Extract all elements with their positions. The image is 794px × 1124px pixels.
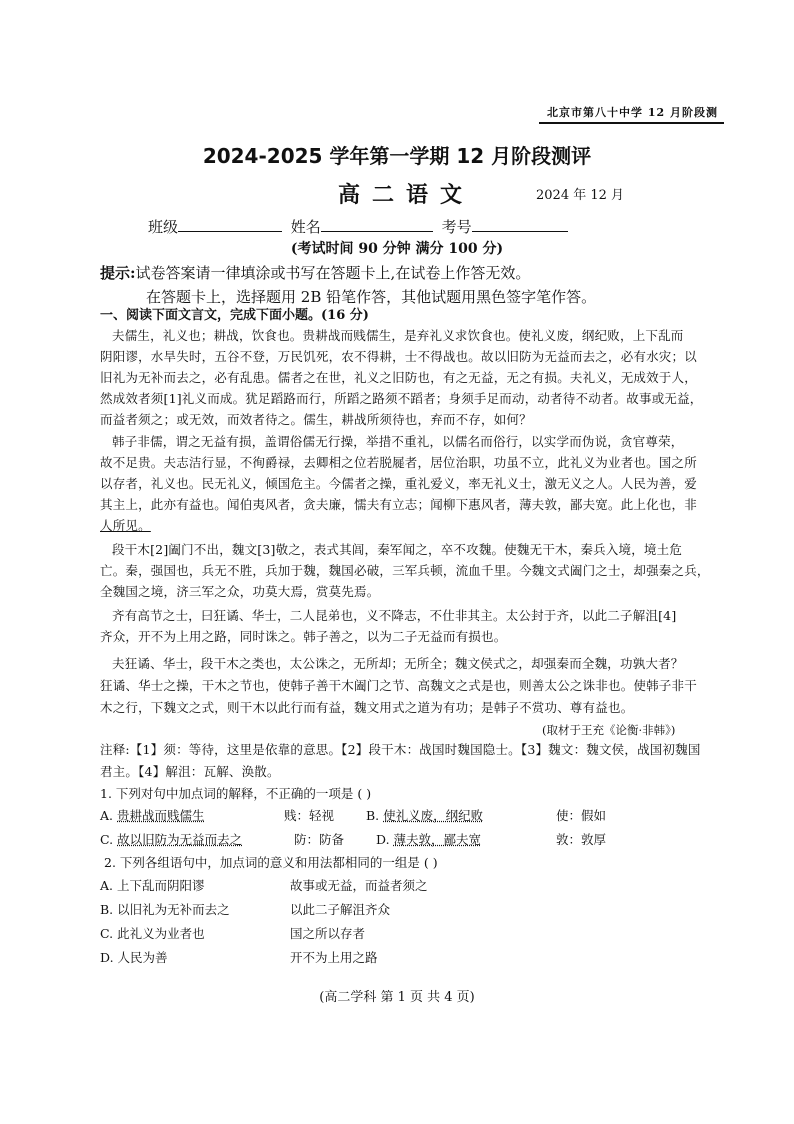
id-label: 考号 xyxy=(441,218,472,236)
option-text: 薄夫敦，鄙夫宽 xyxy=(393,832,482,847)
q2-option-c[interactable] xyxy=(100,924,205,942)
tips-text-1: 试卷答案请一律填涂或书写在答题卡上,在试卷上作答无效。 xyxy=(135,264,531,282)
option-key: C. xyxy=(100,926,114,941)
exam-date: 2024 年 12 月 xyxy=(536,188,625,203)
passage-line: 亡。秦，强国也，兵无不胜，兵加于魏，魏国必破，三军兵顿，流血千里。今魏文式阖门之士，却强秦之兵， xyxy=(100,563,710,578)
passage-line: 然成效者须[1]礼义而成。犹足蹈路而行，所蹈之路须不蹈者；身须手足而动，动者待不动者。故事或无益， xyxy=(100,391,703,406)
q2-option-b[interactable] xyxy=(100,900,230,918)
option-left: 以旧礼为无补而去之 xyxy=(117,902,230,917)
passage-line: 故不足贵。夫志洁行显，不徇爵禄，去卿相之位若脱屣者，居位治职，功虽不立，此礼义为业者也。国之所 xyxy=(100,455,697,470)
q1-gloss-b: 使：假如 xyxy=(556,808,607,823)
passage-line: 韩子非儒，谓之无益有损，盖谓俗儒无行操，举措不重礼，以儒名而俗行，以实学而伪说，贪官尊荣， xyxy=(112,434,684,449)
q1-option-c[interactable] xyxy=(100,830,242,848)
option-key: C. xyxy=(100,832,114,847)
q1-option-d[interactable] xyxy=(376,830,481,848)
exam-title: 2024-2025 学年第一学期 12 月阶段测评 xyxy=(202,144,592,168)
q1-option-a[interactable] xyxy=(100,806,205,824)
option-left: 此礼义为业者也 xyxy=(117,926,205,941)
option-left: 人民为善 xyxy=(117,950,168,965)
passage-line: 而益者须之；或无效，而效者待之。儒生，耕战所须待也，弃而不存，如何？ xyxy=(100,412,532,427)
section-1-heading: 一、阅读下面文言文，完成下面小题。(16 分) xyxy=(100,308,369,323)
q2-option-a-right: 故事或无益，而益者须之 xyxy=(290,878,428,893)
q1-gloss-c: 防：防备 xyxy=(294,832,345,847)
q2-option-d-right: 开不为上用之路 xyxy=(290,950,378,965)
exam-info: (考试时间 90 分钟 满分 100 分) xyxy=(290,241,504,257)
id-blank[interactable] xyxy=(472,217,568,232)
name-label: 姓名 xyxy=(290,218,321,236)
notes-line-2: 君主。【4】解沮：瓦解、涣散。 xyxy=(100,764,280,779)
q2-option-d[interactable] xyxy=(100,948,168,966)
question-1-stem: 1. 下列对句中加点词的解释，不正确的一项是 ( ) xyxy=(100,786,372,801)
page-footer: (高二学科 第 1 页 共 4 页) xyxy=(319,990,475,1005)
option-key: A. xyxy=(100,808,114,823)
tips-line-2: 在答题卡上，选择题用 2B 铅笔作答，其他试题用黑色签字笔作答。 xyxy=(146,288,597,306)
notes-line-1: 注释:【1】须：等待，这里是依靠的意思。【2】段干木：战国时魏国隐士。【3】魏文：魏文侯，战国初魏国 xyxy=(100,742,701,757)
option-key: D. xyxy=(100,950,114,965)
q1-gloss-d: 敦：敦厚 xyxy=(556,832,607,847)
passage-line: 全魏国之境，济三军之众，功莫大焉，赏莫先焉。 xyxy=(100,584,380,599)
class-blank[interactable] xyxy=(178,217,282,232)
name-blank[interactable] xyxy=(321,217,433,232)
passage-line: 夫狂谲、华士，段干木之类也，太公诛之，无所却；无所全；魏文侯式之，却强秦而全魏，功孰大者？ xyxy=(112,656,684,671)
school-stamp: 北京市第八十中学 12 月阶段测 xyxy=(539,104,724,124)
tips-line-1 xyxy=(100,262,530,283)
subject-title: 高二语文 xyxy=(338,182,475,208)
q2-option-c-right: 国之所以存者 xyxy=(290,926,366,941)
passage-line: 以存者，礼义也。民无礼义，倾国危主。今儒者之操，重礼爱义，率无礼义士，激无义之人。人民为善，爱 xyxy=(100,476,697,491)
option-text: 故以旧防为无益而去之 xyxy=(117,832,243,847)
student-info-fields xyxy=(148,216,572,237)
passage-line: 狂谲、华士之操，干木之节也，使韩子善干木阖门之节、高魏文之式是也，则善太公之诛非也。使韩子非干 xyxy=(100,678,697,693)
tips-label: 提示: xyxy=(100,264,136,282)
passage-line: 木之行，下魏文之式，则干木以此行而有益，魏文用式之道为有功；是韩子不赏功、尊有益也。 xyxy=(100,700,634,715)
passage-line: 其主上，此亦有益也。闻伯夷风者，贪夫廉，懦夫有立志；闻柳下惠风者，薄夫敦，鄙夫宽。此上化也，非 xyxy=(100,497,697,512)
q2-option-a[interactable] xyxy=(100,876,205,894)
option-left: 上下乱而阴阳谬 xyxy=(117,878,205,893)
passage-line: 人所见。 xyxy=(100,518,151,533)
passage-source: (取材于王充《论衡·非韩》) xyxy=(542,723,676,737)
passage-line: 夫儒生，礼义也；耕战，饮食也。贵耕战而贱儒生，是弃礼义求饮食也。使礼义废，纲纪败，上下乱而 xyxy=(112,328,684,343)
q2-option-b-right: 以此二子解沮齐众 xyxy=(290,902,391,917)
option-text: 使礼义废，纲纪败 xyxy=(383,808,484,823)
option-text: 贵耕战而贱儒生 xyxy=(117,808,205,823)
passage-line: 旧礼为无补而去之，必有乱患。儒者之在世，礼义之旧防也，有之无益，无之有损。夫礼义，无成效于人， xyxy=(100,370,697,385)
option-key: A. xyxy=(100,878,114,893)
passage-line: 齐众，开不为上用之路，同时诛之。韩子善之，以为二子无益而有损也。 xyxy=(100,629,507,644)
option-key: D. xyxy=(376,832,390,847)
option-key: B. xyxy=(100,902,114,917)
passage-line: 阴阳谬，水旱失时，五谷不登，万民饥死，农不得耕，士不得战也。故以旧防为无益而去之，必有水灾；以 xyxy=(100,349,697,364)
question-2-stem: 2. 下列各组语句中，加点词的意义和用法都相同的一组是 ( ) xyxy=(104,855,438,870)
q1-gloss-a: 贱：轻视 xyxy=(284,808,335,823)
q1-option-b[interactable] xyxy=(366,806,483,824)
passage-line: 段干木[2]阖门不出，魏文[3]敬之，表式其闾，秦军闻之，卒不攻魏。使魏无干木，秦兵入境，境土危 xyxy=(112,542,683,557)
class-label: 班级 xyxy=(148,218,179,236)
passage-line: 齐有高节之士，曰狂谲、华士，二人昆弟也，义不降志，不仕非其主。太公封于齐，以此二子解沮[4] xyxy=(112,608,677,623)
option-key: B. xyxy=(366,808,380,823)
